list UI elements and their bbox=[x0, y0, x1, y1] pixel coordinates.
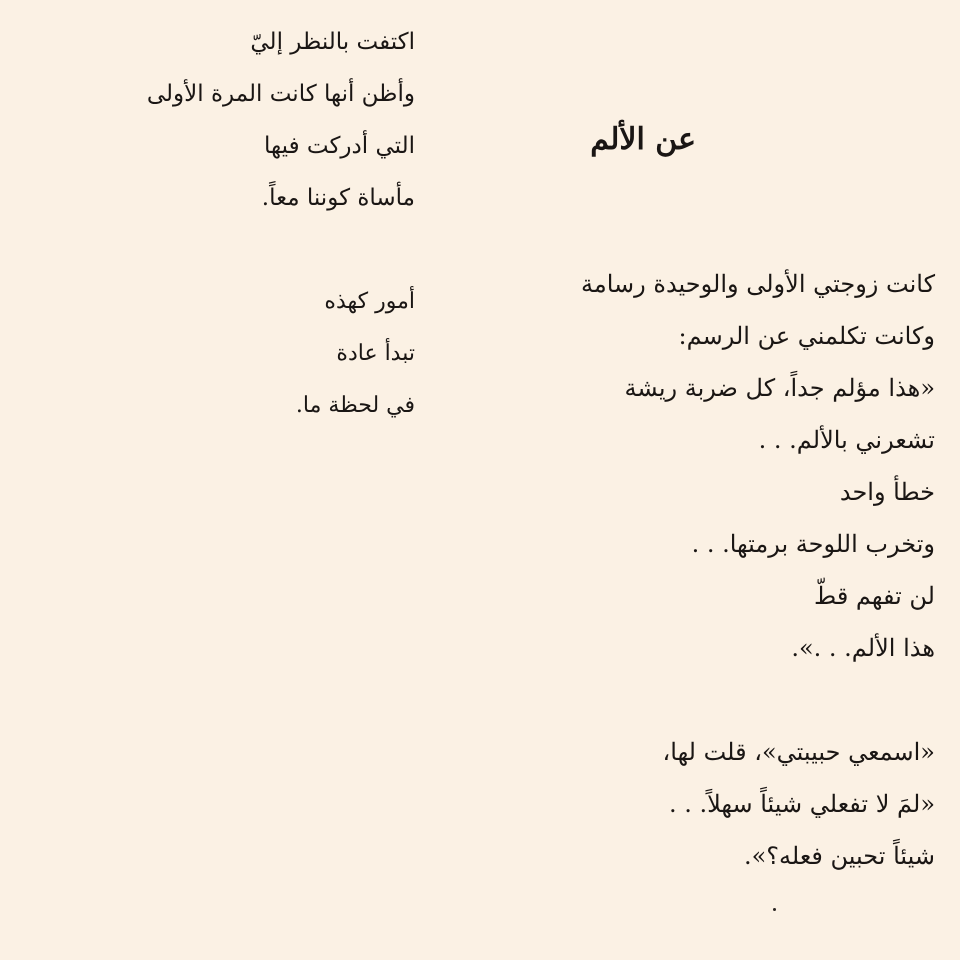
left-line-2: وأظن أنها كانت المرة الأولى bbox=[146, 81, 415, 107]
right-line-1: كانت زوجتي الأولى والوحيدة رسامة bbox=[581, 270, 935, 298]
right-line-8: هذا الألم. . .». bbox=[791, 634, 935, 662]
right-column bbox=[515, 258, 935, 882]
right-line-3: «هذا مؤلم جداً، كل ضربة ريشة bbox=[624, 374, 935, 402]
left-line-1: اكتفت بالنظر إليّ bbox=[250, 29, 415, 55]
right-line-2: وكانت تكلمني عن الرسم: bbox=[678, 322, 935, 350]
right-line-11: شيئاً تحبين فعله؟». bbox=[743, 842, 935, 870]
paper-speck bbox=[773, 908, 776, 911]
right-line-10: «لمَ لا تفعلي شيئاً سهلاً. . . bbox=[668, 790, 935, 818]
right-line-4: تشعرني بالألم. . . bbox=[758, 426, 935, 454]
right-line-6: وتخرب اللوحة برمتها. . . bbox=[691, 530, 935, 558]
left-line-4: مأساة كوننا معاً. bbox=[261, 185, 415, 211]
left-line-3: التي أدركت فيها bbox=[264, 133, 415, 159]
left-line-5: أمور كهذه bbox=[324, 289, 415, 314]
right-line-9: «اسمعي حبيبتي»، قلت لها، bbox=[662, 738, 935, 766]
right-line-5: خطأ واحد bbox=[839, 478, 935, 506]
right-line-7: لن تفهم قطّ bbox=[814, 582, 935, 610]
poem-title: عن الألم bbox=[590, 122, 696, 157]
stanza-gap bbox=[115, 224, 415, 276]
stanza-gap bbox=[515, 674, 935, 726]
left-column bbox=[115, 16, 415, 432]
left-line-6: تبدأ عادة bbox=[336, 341, 415, 366]
left-line-7: في لحظة ما. bbox=[295, 393, 415, 418]
